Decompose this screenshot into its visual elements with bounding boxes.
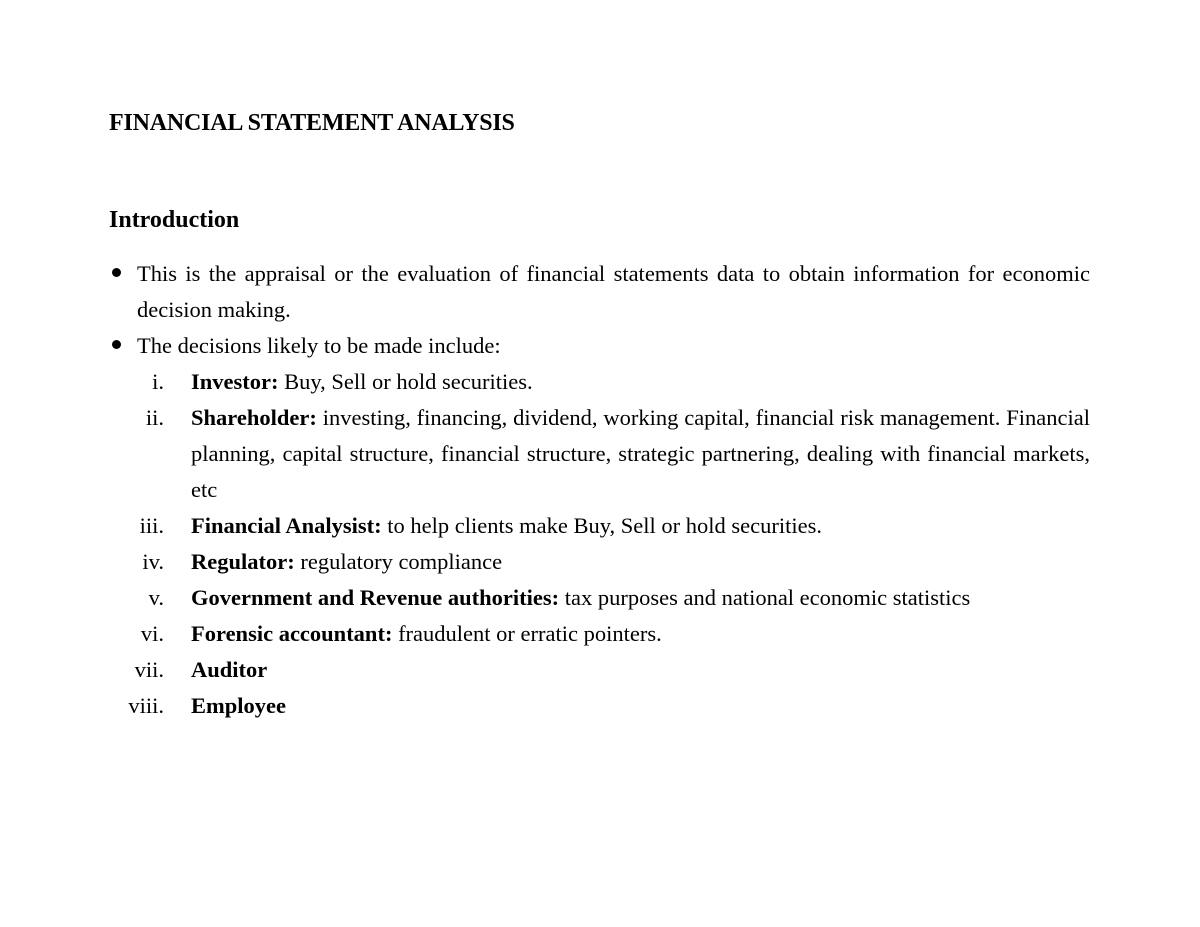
list-item-numeral: iii. [139,513,164,538]
list-item-numeral: viii. [128,693,164,718]
list-item-body [191,688,1090,724]
list-item-numeral: v. [148,585,164,610]
list-item-numeral: i. [152,369,164,394]
list-item-term: Government and Revenue authorities: [191,585,560,610]
list-item-body [191,616,1090,652]
list-item-numeral: vii. [134,657,164,682]
section-heading-introduction: Introduction [109,207,240,233]
list-item-body [191,508,1090,544]
list-item-numeral: ii. [145,405,164,430]
list-item-body [191,652,1090,688]
list-item-body [191,544,1090,580]
bullet-text: This is the appraisal or the evaluation of financial statements data to obtain information for economic decision making. [137,261,1090,322]
list-item-term: Shareholder: [191,405,317,430]
list-item-term: Auditor [191,657,268,682]
list-item-numeral: iv. [142,549,164,574]
introduction-content [0,256,1200,724]
bullet-item [0,256,1090,328]
list-item-body [191,364,1090,400]
bullet-text: The decisions likely to be made include: [137,333,501,358]
document-title: FINANCIAL STATEMENT ANALYSIS [109,110,515,136]
list-item-text: regulatory compliance [294,549,503,574]
list-item-text: tax purposes and national economic statistics [559,585,971,610]
list-item-term: Forensic accountant: [191,621,393,646]
list-item-regulator [0,544,1090,580]
bullet-dot-icon [112,268,121,277]
list-item-term: Regulator: [191,549,295,574]
list-item-text: Buy, Sell or hold securities. [278,369,533,394]
list-item-term: Financial Analysist: [191,513,382,538]
list-item-numeral: vi. [140,621,164,646]
list-item-auditor [0,652,1090,688]
list-item-term: Investor: [191,369,279,394]
list-item-employee [0,688,1090,724]
list-item-financial-analyst [0,508,1090,544]
bullet-dot-icon [112,340,121,349]
list-item-investor [0,364,1090,400]
list-item-term: Employee [191,693,286,718]
list-item-shareholder [0,400,1090,508]
list-item-government [0,580,1090,616]
list-item-body [191,400,1090,508]
list-item-body [191,580,1090,616]
list-item-text: fraudulent or erratic pointers. [392,621,662,646]
list-item-text: investing, financing, dividend, working capital, financial risk management. Financial planning, capital structure, financial structure, strategic partnering, dealing with financial markets, etc [191,405,1090,502]
bullet-item [0,328,1090,364]
list-item-forensic-accountant [0,616,1090,652]
list-item-text: to help clients make Buy, Sell or hold securities. [381,513,823,538]
